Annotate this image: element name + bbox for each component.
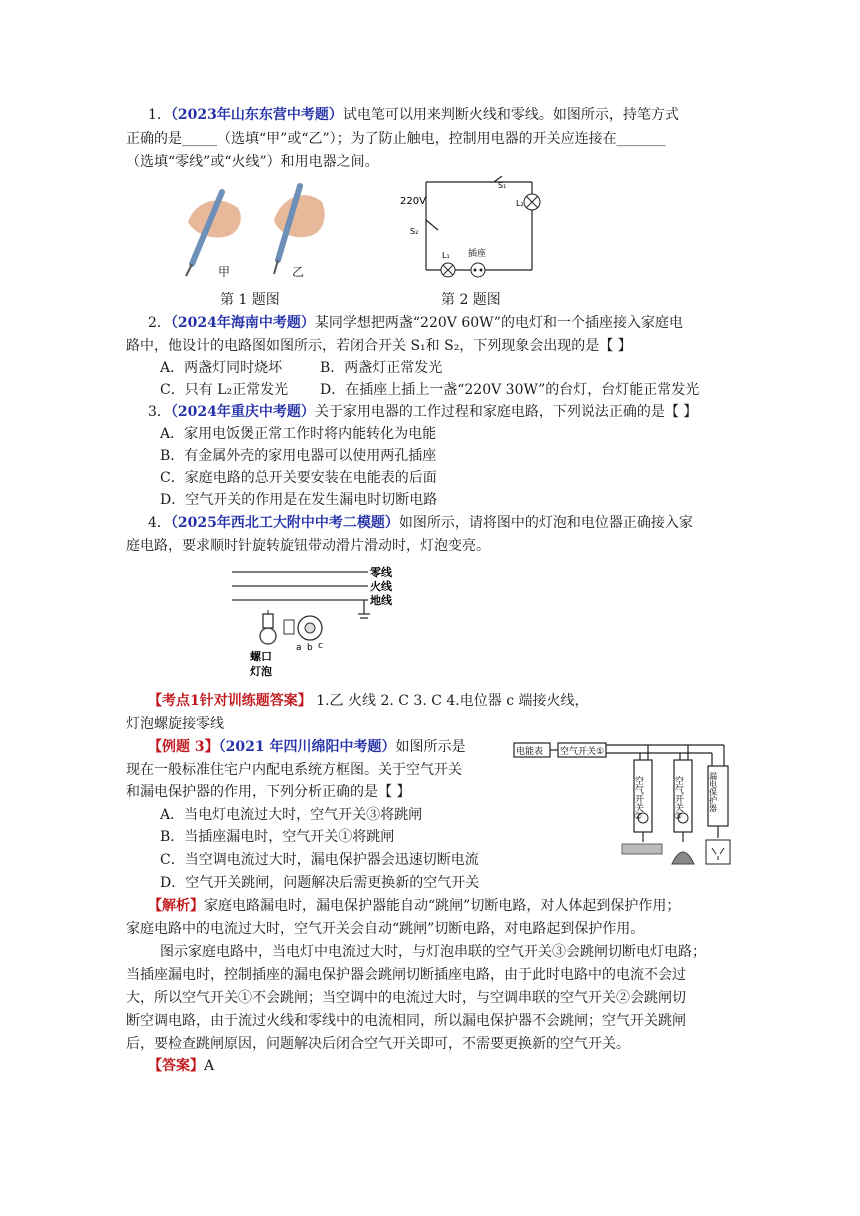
wire-earth-label: 地线 (370, 594, 392, 607)
figure-q4-wiring (228, 562, 406, 682)
switch-3-label: 空气开关③ (673, 776, 683, 822)
example3-opt-b: B．当插座漏电时，空气开关①将跳闸 (160, 829, 395, 845)
example3-line2: 现在一般标准住宅户内配电系统方框图。关于空气开关 (126, 762, 462, 778)
analysis-p2-line5: 后，要检查跳闸原因，问题解决后闭合空气开关即可，不需要更换新的空气开关。 (126, 1036, 630, 1052)
answers-tag: 【考点1针对训练题答案】 (148, 693, 312, 709)
q2-opt-d: D．在插座上插上一盏“220V 30W”的台灯，台灯能正常发光 (320, 382, 700, 398)
q4-line1 (148, 512, 693, 534)
q2-number: 2． (148, 315, 171, 331)
q2-opt-c: C．只有 L₂正常发光 (160, 382, 289, 398)
q1-line3: （选填“零线”或“火线”）和用电器之间。 (126, 154, 379, 170)
socket-icon (706, 840, 730, 864)
fig2-l2: L₂ (516, 199, 524, 208)
answer-value: A (204, 1058, 215, 1074)
q3-source-tag: （2024年重庆中考题） (170, 404, 315, 420)
socket (471, 263, 485, 277)
fig2-socket-label: 插座 (468, 249, 487, 259)
q3-opt-c: C．家庭电路的总开关要安装在电能表的后面 (160, 470, 437, 486)
figure-1-test-pens (178, 180, 328, 280)
analysis-line1 (148, 895, 680, 917)
meter-label: 电能表 (516, 747, 544, 757)
q4-line2: 庭电路，要求顺时针旋转旋钮带动滑片滑动时，灯泡变亮。 (126, 538, 490, 554)
bulb-socket (263, 614, 273, 628)
wire-live-label: 火线 (370, 580, 392, 593)
fig2-l1: L₁ (442, 251, 450, 260)
example3-tag: 【例题 3】 (148, 739, 219, 755)
q4-number: 4． (148, 515, 171, 531)
example3-source: （2021 年四川绵阳中考题） (218, 739, 396, 755)
figure-distribution-system (512, 740, 734, 878)
example3-line1 (148, 736, 465, 758)
switch-2-label: 空气开关② (633, 776, 643, 822)
fig2-s2: S₂ (410, 227, 419, 236)
q2-line1 (148, 312, 683, 334)
fig2-voltage: 220V (400, 196, 426, 207)
analysis-p2-line4: 断空调电路，由于流过火线和零线中的电流相同，所以漏电保护器不会跳闸；空气开关跳闸 (126, 1013, 686, 1029)
analysis-tag: 【解析】 (148, 898, 204, 914)
protector-label: 漏电保护器 (708, 772, 718, 812)
answers-line1 (148, 690, 589, 712)
bulb-label-2: 灯泡 (250, 665, 272, 678)
fig2-caption: 第 2 题图 (441, 292, 501, 308)
q3-opt-a: A．家用电饭煲正常工作时将内能转化为电能 (160, 426, 437, 442)
analysis-p2-line1: 图示家庭电路中，当电灯中电流过大时，与灯泡串联的空气开关③会跳闸切断电灯电路； (160, 944, 706, 960)
q1-line2: 正确的是_____（选填“甲”或“乙”）；为了防止触电，控制用电器的开关应连接在_______ (126, 131, 666, 147)
example3-line3: 和漏电保护器的作用，下列分析正确的是【 】 (126, 784, 411, 800)
q1-text-1: 试电笔可以用来判断火线和零线。如图所示，持笔方式 (342, 107, 679, 123)
example3-opt-c: C．当空调电流过大时，漏电保护器会迅速切断电流 (160, 852, 479, 868)
answer-tag: 【答案】 (148, 1058, 204, 1074)
fig1-label-a: 甲 (218, 265, 231, 279)
main-switch-label: 空气开关① (560, 747, 605, 757)
fig1-label-b: 乙 (292, 265, 305, 279)
q1-line1 (148, 104, 679, 126)
analysis-p2-line3: 大，所以空气开关①不会跳闸；当空调中的电流过大时，与空调串联的空气开关②会跳闸切 (126, 990, 686, 1006)
figure-2-circuit (398, 176, 548, 280)
bulb-label-1: 螺口 (250, 650, 272, 663)
analysis-p1-l1: 家庭电路漏电时，漏电保护器能自动“跳闸”切断电路，对人体起到保护作用； (204, 898, 681, 914)
analysis-p2-line2: 当插座漏电时，控制插座的漏电保护器会跳闸切断插座电路，由于此时电路中的电流不会过 (126, 967, 686, 983)
q3-text-1: 关于家用电器的工作过程和家庭电路，下列说法正确的是【 】 (314, 404, 698, 420)
terminal-c: c (318, 641, 323, 651)
q2-source-tag: （2024年海南中考题） (170, 315, 315, 331)
answers-text-1: 1.乙 火线 2. C 3. C 4.电位器 c 端接火线， (311, 693, 589, 709)
q2-opt-b: B．两盏灯正常发光 (320, 360, 443, 376)
terminal-a: a (296, 643, 302, 653)
q2-text-1: 某同学想把两盏“220V 60W”的电灯和一个插座接入家庭电 (314, 315, 683, 331)
terminal-box (284, 620, 294, 634)
q1-number: 1． (148, 107, 171, 123)
bulb-icon (260, 628, 276, 644)
pen-a-tip (186, 264, 192, 276)
q2-opt-a: A．两盏灯同时烧坏 (160, 360, 283, 376)
answer-line (148, 1055, 214, 1077)
air-conditioner-icon (622, 844, 662, 854)
example3-opt-a: A．当电灯电流过大时，空气开关③将跳闸 (160, 807, 423, 823)
lamp-icon (672, 852, 694, 864)
fig1-caption: 第 1 题图 (220, 292, 280, 308)
fig2-s1: S₁ (498, 181, 507, 190)
q2-line2: 路中，他设计的电路图如图所示，若闭合开关 S₁和 S₂，下列现象会出现的是【 】 (126, 338, 632, 354)
answers-line2: 灯泡螺旋接零线 (126, 716, 224, 732)
q4-text-1: 如图所示，请将图中的灯泡和电位器正确接入家 (398, 515, 693, 531)
q4-source-tag: （2025年西北工大附中中考二模题） (170, 515, 399, 531)
example3-opt-d: D．空气开关跳闸，问题解决后需更换新的空气开关 (160, 875, 480, 891)
q3-opt-d: D．空气开关的作用是在发生漏电时切断电路 (160, 492, 438, 508)
terminal-b: b (307, 643, 313, 653)
q3-line1 (148, 401, 697, 423)
q3-opt-b: B．有金属外壳的家用电器可以使用两孔插座 (160, 448, 437, 464)
wire-neutral-label: 零线 (370, 566, 392, 579)
q3-number: 3． (148, 404, 171, 420)
hand-b (274, 195, 325, 237)
example3-text-1: 如图所示是 (395, 739, 466, 755)
analysis-line2: 家庭电路中的电流过大时，空气开关会自动“跳闸”切断电路，对电路起到保护作用。 (126, 921, 645, 937)
q1-source-tag: （2023年山东东营中考题） (170, 107, 343, 123)
